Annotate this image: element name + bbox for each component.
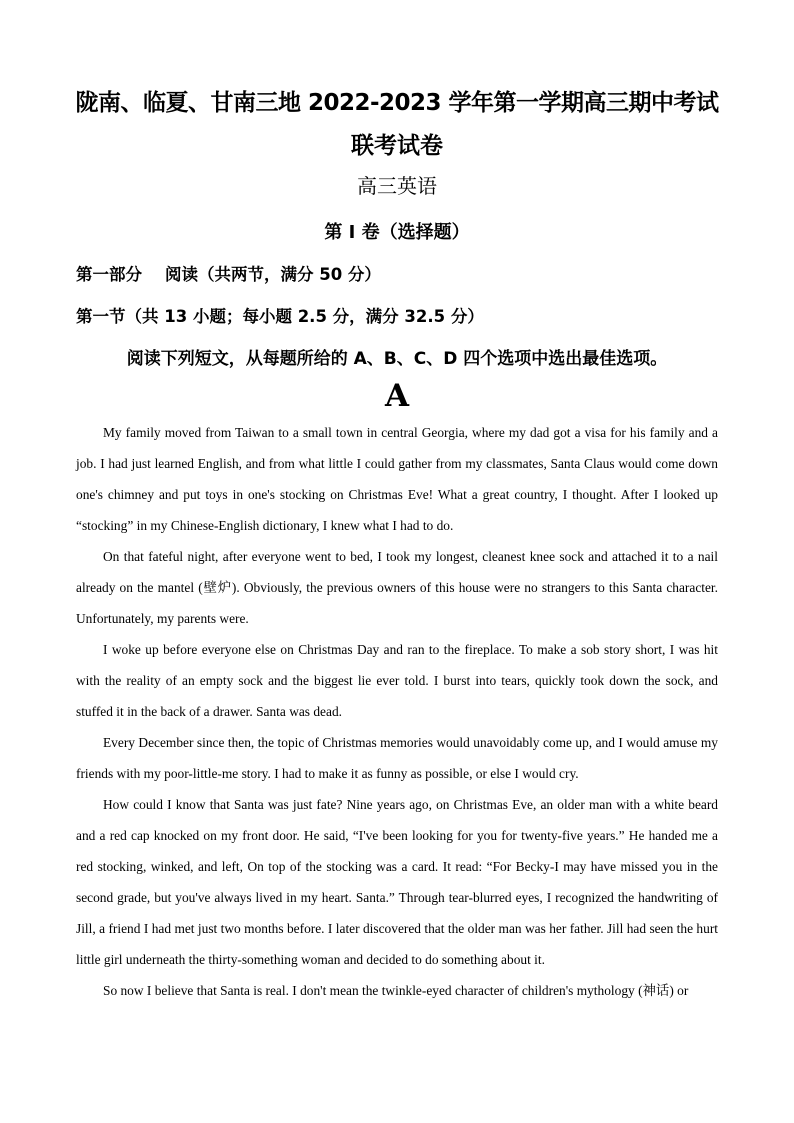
paragraph: On that fateful night, after everyone went to bed, I took my longest, cleanest knee sock and attached it to a nail already on the mantel (壁炉). Obviously, the previous owners of this house were no strangers to this Santa character. Unfortunately, my parents were. — [76, 549, 718, 626]
passage-letter: A — [384, 378, 410, 414]
part-heading: 第一部分 阅读（共两节，满分 50 分） — [76, 265, 381, 284]
instruction-text: 阅读下列短文，从每题所给的 A、B、C、D 四个选项中选出最佳选项。 — [126, 349, 668, 369]
paragraph: I woke up before everyone else on Christmas Day and ran to the fireplace. To make a sob story short, I was hit with the reality of an empty sock and the biggest lie ever told. I burst into tears, quickly took down the sock, and stuffed it in the back of a drawer. Santa was dead. — [76, 642, 718, 719]
passage-body — [76, 417, 718, 1006]
exam-title-line1: 陇南、临夏、甘南三地 2022-2023 学年第一学期高三期中考试 — [75, 90, 719, 116]
subject-title: 高三英语 — [357, 174, 437, 198]
volume-title: 第 I 卷（选择题） — [324, 222, 470, 243]
paragraph: So now I believe that Santa is real. I don't mean the twinkle-eyed character of children's mythology (神话) or — [103, 983, 689, 998]
exam-title-line2: 联考试卷 — [351, 133, 443, 159]
paragraph: How could I know that Santa was just fate? Nine years ago, on Christmas Eve, an older man with a white beard and a red cap knocked on my front door. He said, “I've been looking for you for twenty-five years.” He handed me a red stocking, winked, and left, On top of the stocking was a card. It read: “For Becky-I may have missed you in the second grade, but you've always lived in my heart. Santa.” Through tear-blurred eyes, I recognized the handwriting of Jill, a friend I had met just two months before. I later discovered that the older man was her father. Jill had seen the hurt little girl underneath the thirty-something woman and decided to do something about it. — [76, 797, 718, 967]
paragraph: My family moved from Taiwan to a small town in central Georgia, where my dad got a visa for his family and a job. I had just learned English, and from what little I could gather from my classmates, Santa Claus would come down one's chimney and put toys in one's stocking on Christmas Eve! What a great country, I thought. After I looked up “stocking” in my Chinese-English dictionary, I knew what I had to do. — [76, 425, 718, 533]
section-heading: 第一节（共 13 小题；每小题 2.5 分，满分 32.5 分） — [76, 307, 484, 326]
paragraph: Every December since then, the topic of Christmas memories would unavoidably come up, and I would amuse my friends with my poor-little-me story. I had to make it as funny as possible, or else I would cry. — [76, 735, 718, 781]
